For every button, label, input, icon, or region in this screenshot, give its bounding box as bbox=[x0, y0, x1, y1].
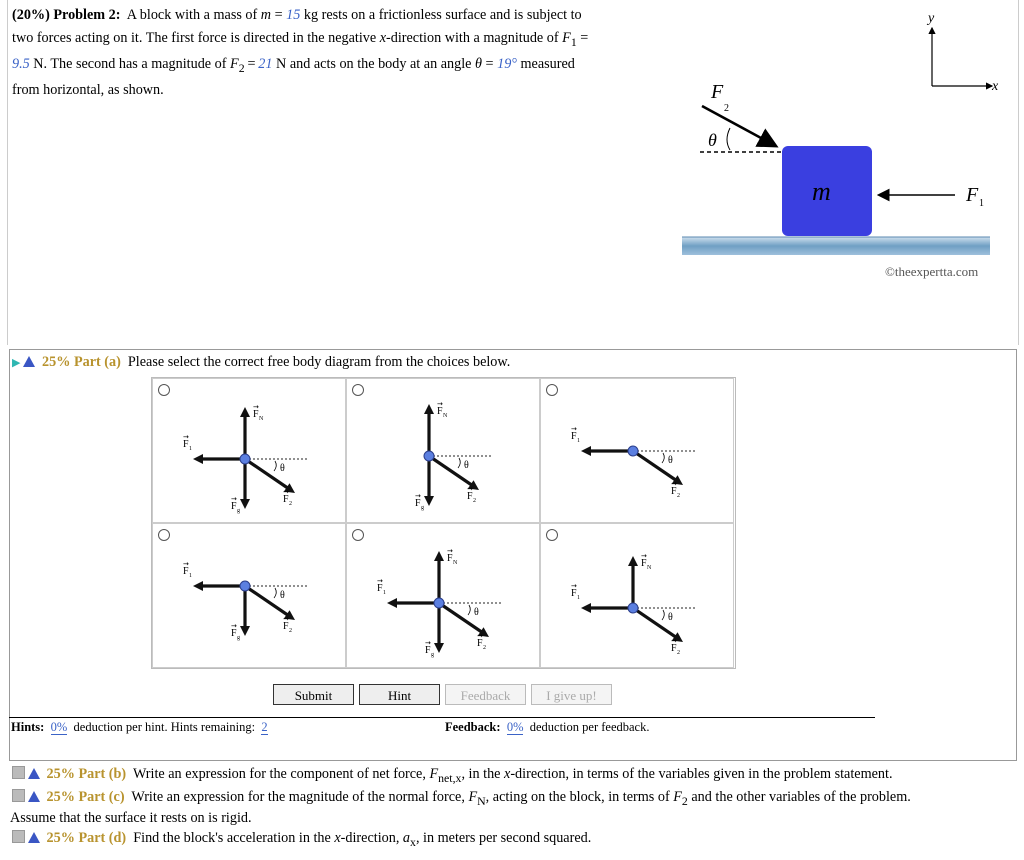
f1-label-sub: 1 bbox=[383, 590, 386, 596]
part-c-text: , acting on the block, in terms of bbox=[485, 789, 670, 805]
f2-label: F bbox=[477, 638, 483, 649]
fbd-choice-1[interactable] bbox=[152, 378, 346, 523]
f1-label-sub: 1 bbox=[577, 595, 580, 601]
problem-figure bbox=[670, 0, 1024, 290]
part-c[interactable] bbox=[12, 788, 911, 809]
problem-header: (20%) Problem 2: bbox=[12, 7, 121, 23]
expand-triangle-icon[interactable]: ▶ bbox=[12, 357, 21, 369]
fg-label-vector-mark: → bbox=[231, 622, 237, 630]
f1-arrow bbox=[193, 581, 245, 591]
hints-text: deduction per hint. Hints remaining: bbox=[73, 720, 256, 734]
f2-label: F bbox=[671, 643, 677, 654]
theta-label: θ bbox=[280, 590, 285, 601]
part-d-text: Find the block's acceleration in the bbox=[133, 830, 331, 846]
fn-label: F bbox=[447, 553, 453, 564]
feedback-button: Feedback bbox=[445, 684, 526, 705]
fn-label-sub: N bbox=[259, 416, 264, 422]
y-axis-label: y bbox=[928, 11, 935, 26]
fn-label-sub: N bbox=[443, 413, 448, 419]
f1-label-vector-mark: → bbox=[183, 433, 189, 441]
angle-arc bbox=[662, 610, 664, 620]
f1-value: 9.5 bbox=[12, 55, 30, 72]
f1-arrow bbox=[581, 603, 633, 613]
f1-symbol: F bbox=[562, 29, 571, 46]
f1-label-sub: 1 bbox=[189, 573, 192, 579]
copyright: ©theexpertta.com bbox=[885, 264, 979, 279]
angle-arc bbox=[662, 453, 664, 463]
x-symbol: x bbox=[504, 766, 511, 782]
collapsed-icon bbox=[12, 766, 25, 779]
warning-icon bbox=[28, 832, 40, 843]
angle-arc bbox=[274, 588, 276, 598]
f1-sub: 1 bbox=[979, 198, 984, 209]
hints-percent: 0% bbox=[50, 720, 68, 734]
part-b-text: , in the bbox=[461, 766, 501, 782]
f2-label-sub: 2 bbox=[677, 493, 680, 499]
problem-statement: (20%) Problem 2: A block with a mass of m = 15 kg rests on a frictionless surface and is subject to two forces acting on it. The first force is directed in the negative x-direction with a magnitude of $F_1$ = 9.5 N. The second has a magnitude of $F_2 = 21$ N and acts on the body at an angle θ = 19° measured from horizontal, as shown. bbox=[12, 7, 589, 99]
fn-symbol: F bbox=[468, 789, 478, 805]
f1-label: F bbox=[571, 588, 577, 599]
part-b-percent: 25% Part (b) bbox=[46, 766, 127, 782]
problem-text: -direction with a magnitude of bbox=[386, 29, 559, 46]
f2-label: F bbox=[711, 81, 724, 103]
f2-label-sub: 2 bbox=[473, 498, 476, 504]
f1-arrow bbox=[581, 446, 633, 456]
f1-sub: 1 bbox=[570, 34, 577, 49]
fg-label-vector-mark: → bbox=[231, 495, 237, 503]
x-symbol: x bbox=[379, 29, 387, 46]
part-a-title bbox=[12, 354, 510, 371]
warning-icon bbox=[23, 356, 35, 367]
fg-label-vector-mark: → bbox=[425, 639, 431, 647]
body-point bbox=[424, 451, 434, 461]
f1-label-vector-mark: → bbox=[183, 560, 189, 568]
part-a-question: Please select the correct free body diagram from the choices below. bbox=[127, 354, 511, 370]
body-point bbox=[628, 446, 638, 456]
feedback-percent: 0% bbox=[506, 720, 524, 734]
problem-text: N. The second has a magnitude of bbox=[33, 55, 227, 72]
body-point bbox=[240, 581, 250, 591]
fg-arrow bbox=[240, 459, 250, 509]
f1-arrow bbox=[387, 598, 439, 608]
part-c-text: and the other variables of the problem. bbox=[691, 789, 911, 805]
fg-label-sub: g bbox=[421, 505, 424, 511]
block-label: m bbox=[812, 177, 831, 206]
part-c-percent: 25% Part (c) bbox=[46, 789, 125, 805]
fn-label-vector-mark: → bbox=[641, 552, 647, 560]
f1-label: F bbox=[571, 431, 577, 442]
part-b[interactable] bbox=[12, 765, 893, 786]
feedback-text: deduction per feedback. bbox=[529, 720, 650, 734]
f2-value: 21 bbox=[258, 55, 273, 72]
fg-arrow bbox=[240, 586, 250, 636]
problem-text: from horizontal, as shown. bbox=[12, 82, 164, 99]
fn-label-vector-mark: → bbox=[437, 400, 443, 408]
give-up-button: I give up! bbox=[531, 684, 612, 705]
f1-label: F bbox=[183, 439, 189, 450]
fg-label-sub: g bbox=[431, 652, 434, 658]
theta-label: θ bbox=[708, 130, 717, 150]
feedback-label: Feedback: bbox=[445, 720, 501, 734]
fg-label-sub: g bbox=[237, 508, 240, 514]
f1-label-vector-mark: → bbox=[377, 577, 383, 585]
f2-label: F bbox=[283, 494, 289, 505]
f2-sub: 2 bbox=[724, 103, 729, 114]
f2-label-vector-mark: → bbox=[671, 480, 677, 488]
mass-symbol: m bbox=[260, 7, 272, 23]
part-d[interactable] bbox=[12, 829, 591, 850]
fn-label-vector-mark: → bbox=[253, 403, 259, 411]
theta-symbol: θ bbox=[475, 55, 482, 72]
fn-label: F bbox=[437, 406, 443, 417]
problem-text: kg rests on a frictionless surface and is subject to bbox=[303, 7, 582, 23]
f1-label: F bbox=[377, 583, 383, 594]
fbd-choice-2[interactable] bbox=[346, 378, 540, 523]
hints-remaining: 2 bbox=[261, 720, 268, 734]
f2-symbol: F bbox=[230, 55, 239, 72]
hint-button[interactable]: Hint bbox=[359, 684, 440, 705]
floor bbox=[682, 237, 990, 255]
fn-label-sub: N bbox=[647, 565, 652, 571]
fbd-choices bbox=[151, 377, 736, 669]
fn-arrow bbox=[424, 404, 434, 456]
f2-label: F bbox=[671, 486, 677, 497]
x-axis-label: x bbox=[992, 79, 999, 94]
fg-arrow bbox=[434, 603, 444, 653]
theta-value: 19° bbox=[497, 55, 517, 72]
part-b-text: Write an expression for the component of net force, bbox=[132, 766, 426, 782]
fnet-symbol: F bbox=[429, 766, 439, 782]
f2-label-vector-mark: → bbox=[283, 488, 289, 496]
fg-label-sub: g bbox=[237, 635, 240, 641]
body-point bbox=[434, 598, 444, 608]
fg-arrow bbox=[424, 456, 434, 506]
problem-text: measured bbox=[520, 55, 575, 72]
x-symbol: x bbox=[334, 830, 341, 846]
f1-label-vector-mark: → bbox=[571, 582, 577, 590]
fbd-choice-4[interactable] bbox=[152, 523, 346, 668]
angle-arc bbox=[274, 461, 276, 471]
f1-label-sub: 1 bbox=[189, 446, 192, 452]
angle-arc bbox=[468, 605, 470, 615]
part-a-percent: 25% Part (a) bbox=[42, 354, 121, 370]
problem-text: N and acts on the body at an angle bbox=[276, 55, 472, 72]
part-d-text: , in meters per second squared. bbox=[415, 830, 592, 846]
feedback-info bbox=[445, 720, 649, 735]
theta-label: θ bbox=[668, 455, 673, 466]
warning-icon bbox=[28, 791, 40, 802]
fg-label: F bbox=[231, 501, 237, 512]
fn-label: F bbox=[253, 409, 259, 420]
f2-label-sub: 2 bbox=[677, 650, 680, 656]
f1-label-sub: 1 bbox=[577, 438, 580, 444]
fn-arrow bbox=[434, 551, 444, 603]
part-c-text: Write an expression for the magnitude of the normal force, bbox=[131, 789, 465, 805]
fn-label-vector-mark: → bbox=[447, 547, 453, 555]
fbd-choice-3[interactable] bbox=[540, 378, 734, 523]
part-b-text: -direction, in terms of the variables given in the problem statement. bbox=[510, 766, 893, 782]
f2-symbol: F bbox=[673, 789, 682, 805]
fn-arrow bbox=[240, 407, 250, 459]
f2-sub: 2 bbox=[238, 60, 245, 75]
f2-label-sub: 2 bbox=[289, 628, 292, 634]
f2-label-vector-mark: → bbox=[283, 615, 289, 623]
fbd-choice-6[interactable] bbox=[540, 523, 734, 668]
part-d-percent: 25% Part (d) bbox=[46, 830, 127, 846]
f2-label-vector-mark: → bbox=[477, 632, 483, 640]
theta-label: θ bbox=[280, 463, 285, 474]
fg-label: F bbox=[425, 645, 431, 656]
angle-arc bbox=[458, 458, 460, 468]
f2-label: F bbox=[283, 621, 289, 632]
fn-arrow bbox=[628, 556, 638, 608]
fg-label-vector-mark: → bbox=[415, 492, 421, 500]
fnet-sub: net,x bbox=[438, 770, 462, 785]
f2-label-vector-mark: → bbox=[671, 637, 677, 645]
f1-label-vector-mark: → bbox=[571, 425, 577, 433]
theta-label: θ bbox=[464, 460, 469, 471]
f2-sub: 2 bbox=[681, 793, 688, 808]
theta-label: θ bbox=[668, 612, 673, 623]
fn-label: F bbox=[641, 558, 647, 569]
hints-label: Hints: bbox=[11, 720, 45, 734]
f1-arrow bbox=[193, 454, 245, 464]
mass-value: 15 bbox=[286, 7, 301, 23]
submit-button[interactable]: Submit bbox=[273, 684, 354, 705]
fg-label: F bbox=[415, 498, 421, 509]
f1-label: F bbox=[966, 184, 979, 206]
f2-label: F bbox=[467, 491, 473, 502]
ax-symbol: a bbox=[402, 830, 411, 846]
fn-label-sub: N bbox=[453, 560, 458, 566]
fn-sub: N bbox=[477, 793, 486, 808]
part-c-line2: Assume that the surface it rests on is rigid. bbox=[10, 810, 252, 826]
collapsed-icon bbox=[12, 830, 25, 843]
warning-icon bbox=[28, 768, 40, 779]
ax-sub: x bbox=[410, 834, 416, 849]
equals: = bbox=[271, 7, 287, 23]
part-d-text: -direction, bbox=[340, 830, 400, 846]
theta-label: θ bbox=[474, 607, 479, 618]
problem-text: two forces acting on it. The first force is directed in the negative bbox=[12, 29, 377, 46]
f1-label: F bbox=[183, 566, 189, 577]
f2-label-sub: 2 bbox=[483, 645, 486, 651]
f2-label-sub: 2 bbox=[289, 501, 292, 507]
fg-label: F bbox=[231, 628, 237, 639]
problem-text: A block with a mass of bbox=[126, 7, 258, 23]
body-point bbox=[628, 603, 638, 613]
body-point bbox=[240, 454, 250, 464]
collapsed-icon bbox=[12, 789, 25, 802]
hints-info bbox=[11, 720, 268, 735]
f2-label-vector-mark: → bbox=[467, 485, 473, 493]
fbd-choice-5[interactable] bbox=[346, 523, 540, 668]
